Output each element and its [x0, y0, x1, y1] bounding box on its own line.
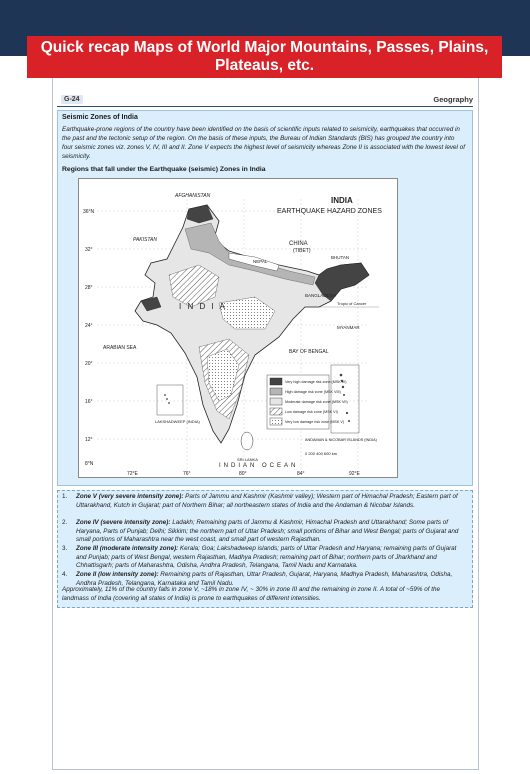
lakshadweep-islands — [164, 394, 170, 404]
label-pakistan: PAKISTAN — [133, 237, 157, 243]
lat-28: 28° — [85, 285, 93, 291]
map-scale: 0 200 400 600 km — [305, 451, 338, 456]
map-svg — [79, 179, 397, 477]
lat-36: 36°N — [83, 209, 95, 215]
legend-swatch-high — [270, 388, 282, 395]
lon-92: 92°E — [349, 471, 360, 477]
label-lakshadweep: LAKSHADWEEP (INDIA) — [155, 419, 200, 424]
lakshadweep-box — [157, 385, 183, 415]
map-subtitle: EARTHQUAKE HAZARD ZONES — [277, 208, 382, 215]
seismic-zones-box — [57, 110, 473, 486]
lon-72: 72°E — [127, 471, 138, 477]
lat-12: 12° — [85, 437, 93, 443]
page-header — [57, 95, 473, 107]
zone-number: 4. — [62, 571, 68, 578]
map-subheading: Regions that fall under the Earthquake (seismic) Zones in India — [62, 166, 266, 173]
sri-lanka-shape — [241, 432, 253, 450]
legend-label-moderate: Moderate damage risk zone (MSK VII) — [285, 400, 348, 404]
label-india: I N D I A — [179, 302, 227, 311]
legend-label-high: High damage risk zone (MSK VIII) — [285, 390, 341, 394]
legend-label-very-high: Very high damage risk zone (MSK IX) — [285, 380, 347, 384]
label-tropic: Tropic of Cancer — [337, 301, 367, 306]
label-tibet: (TIBET) — [293, 248, 311, 254]
lat-32: 32° — [85, 247, 93, 253]
label-afghanistan: AFGHANISTAN — [175, 193, 211, 199]
zone-title: Zone II (low intensity zone): — [76, 571, 159, 578]
earthquake-zone-map — [78, 178, 398, 478]
zone-text: Kerala; Goa; Lakshadweep islands; parts of Uttar Pradesh and Haryana; remaining parts of Gujarat and Punjab; parts of West Bengal, western Rajasthan, Madhya Pradesh; remaining part of Bihar; northern parts of Jharkhand and Chhattisgarh; parts of Maharashtra, Odisha, Andhra Pradesh, Telangana, Tamil Nadu and Karnataka. — [76, 545, 457, 570]
label-bhutan: BHUTAN — [331, 255, 350, 260]
label-indian-ocean: INDIAN OCEAN — [219, 463, 299, 469]
zone-title: Zone III (moderate intensity zone): — [76, 545, 179, 552]
label-sri-lanka: SRI LANKA — [237, 457, 258, 462]
zone-text: Parts of Jammu and Kashmir (Kashmir valley); Western part of Himachal Pradesh; Eastern part of Uttarakhand, Kutch in Gujarat; part of Northern Bihar; all northeastern states of India and the Andaman & Nicobar Islands. — [76, 493, 458, 509]
lon-76: 76° — [183, 471, 191, 477]
zone-item-1 — [62, 493, 468, 510]
legend-label-very-low: Very low damage risk zone (MSK V) — [285, 420, 345, 424]
legend-swatch-low — [270, 408, 282, 415]
header-rule — [57, 106, 473, 107]
zone-number: 1. — [62, 493, 68, 500]
lat-16: 16° — [85, 399, 93, 405]
label-myanmar: MYANMAR — [337, 325, 360, 330]
zone-item-3 — [62, 545, 468, 571]
running-title: Geography — [433, 95, 473, 104]
zone-title: Zone V (very severe intensity zone): — [76, 493, 184, 500]
label-bay-of-bengal: BAY OF BENGAL — [289, 349, 329, 355]
lon-84: 84° — [297, 471, 305, 477]
label-bangladesh: BANGLADESH — [305, 293, 336, 298]
lon-80: 80° — [239, 471, 247, 477]
map-title: INDIA — [331, 196, 353, 205]
legend-swatch-moderate — [270, 398, 282, 405]
banner-title: Quick recap Maps of World Major Mountains, Passes, Plains, Plateaus, etc. — [27, 36, 502, 78]
section-heading: Seismic Zones of India — [62, 114, 138, 121]
zone-text: Ladakh; Remaining parts of Jammu & Kashmir, Himachal Pradesh and Uttarakhand; Some parts of Haryana, Parts of Punjab; Delhi; Sikkim; the northern part of Uttar Pradesh; small portions of Bihar and West Bengal; parts of Gujarat and small portions of Maharashtra near the west coast, and small part of western Rajasthan. — [76, 519, 459, 544]
lat-24: 24° — [85, 323, 93, 329]
zone-item-2 — [62, 519, 468, 545]
label-andaman: ANDAMAN & NICOBAR ISLANDS (INDIA) — [305, 438, 377, 442]
zone-number: 3. — [62, 545, 68, 552]
zone-title: Zone IV (severe intensity zone): — [76, 519, 171, 526]
intro-paragraph: Earthquake-prone regions of the country have been identified on the basis of scientific inputs related to seismicity, earthquakes that occurred in the past and the tectonic setup of the region. On the basis of these inputs, the Bureau of Indian Standards (BIS) has grouped the country into four seismic zones viz. zones V, IV, III and II. Zone V expects the highest level of seismicity whereas Zone II is associated with the lowest level of seismicity. — [62, 126, 465, 160]
zones-list-box — [57, 490, 473, 608]
legend-swatch-very-low — [270, 418, 282, 425]
legend-label-low: Low damage risk zone (MSK VI) — [285, 410, 338, 414]
label-china: CHINA — [289, 241, 308, 247]
lat-20: 20° — [85, 361, 93, 367]
label-nepal: NEPAL — [253, 259, 268, 264]
label-arabian-sea: ARABIAN SEA — [103, 345, 137, 351]
footnote: Approximately, 11% of the country falls in zone V, ~18% in zone IV, ~ 30% in zone III and the remaining in zone II. A total of ~59% of the landmass of India (covering all states of India) is prone to earthquakes of different intensities. — [62, 586, 440, 602]
map-legend — [267, 375, 348, 429]
page-number: G-24 — [61, 95, 83, 104]
zone-number: 2. — [62, 519, 68, 526]
legend-swatch-very-high — [270, 378, 282, 385]
lat-8: 8°N — [85, 461, 94, 467]
zone-text: Remaining parts of Rajasthan, Uttar Pradesh, Gujarat, Haryana, Madhya Pradesh, Maharashtra, Odisha, Andhra Pradesh, Telangana, Karnataka and Tamil Nadu. — [76, 571, 453, 587]
